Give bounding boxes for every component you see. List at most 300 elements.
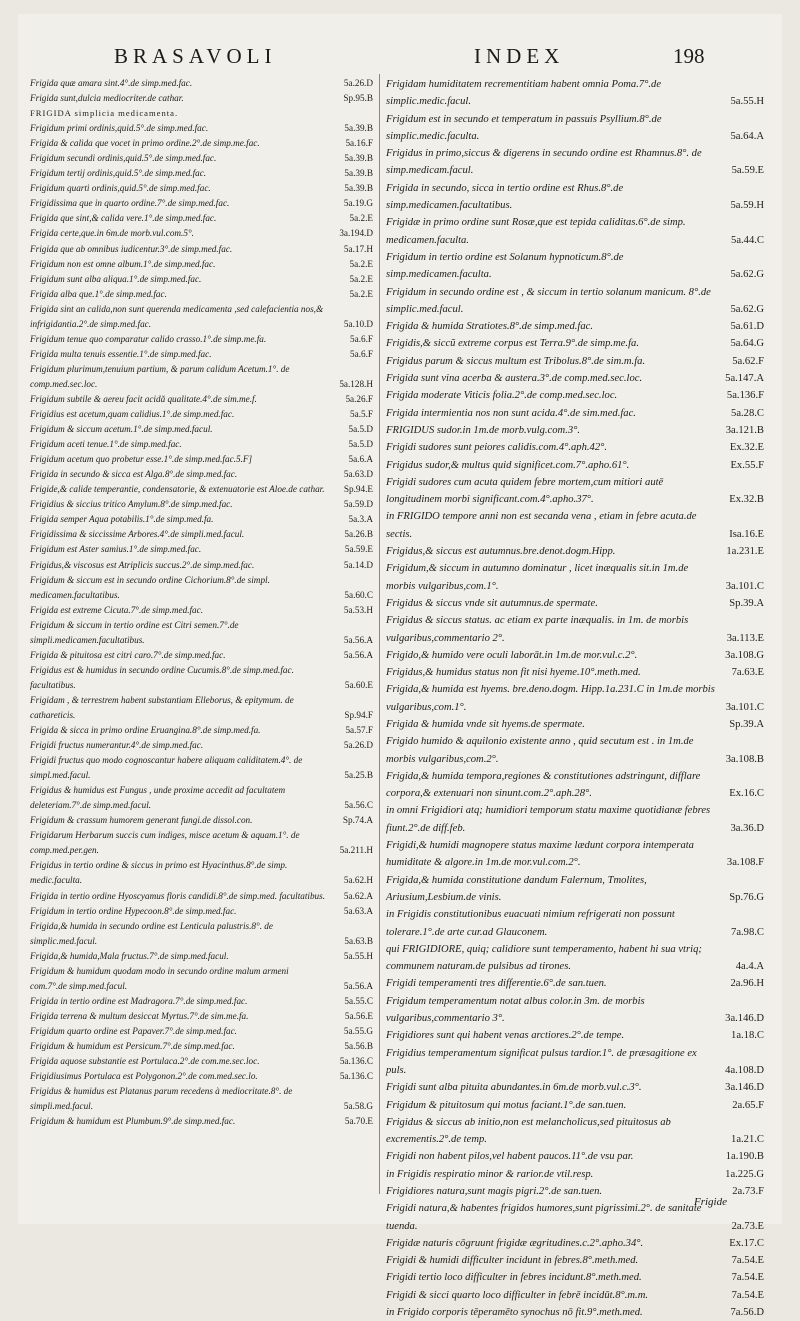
entry-reference: 2a.65.F <box>732 1099 764 1111</box>
index-entry <box>30 603 373 618</box>
index-entry <box>386 768 764 803</box>
entry-reference: 5a.55.H <box>343 950 373 961</box>
entry-text: Frigidus sudor,& multus quid significet.com.7°.apho.61°. <box>386 459 630 471</box>
index-entry <box>386 145 764 180</box>
entry-text: Frigidum in tertio ordine est Solanum hypnoticum.8°.de simp.medicamen.faculta. <box>386 251 624 281</box>
entry-text: Frigidum,& siccum in autumno dominatur , licet inæqualis sit.in 1m.de morbis vulgaribus,com.1°. <box>386 563 689 592</box>
entry-text: Frigidus in tertio ordine & siccus in primo est Hyacinthus.8°.de simp. medic.faculta. <box>30 860 288 886</box>
index-entry <box>30 723 373 738</box>
index-entry <box>30 994 373 1009</box>
entry-text: Frigidi & humidi difficulter incidunt in febres.8°.meth.med. <box>386 1255 639 1267</box>
index-entry <box>30 332 373 347</box>
index-entry <box>30 858 373 888</box>
entry-text: Frigidam , & terrestrem habent substantiam Elleborus, & epitymum. de cathareticis. <box>30 694 294 720</box>
entry-reference: 5a.56.B <box>344 1041 373 1051</box>
entry-text: Frigidiusimus Portulaca est Polygonon.2°.de com.med.sec.lo. <box>30 1071 258 1082</box>
entry-reference: 5a.26.D <box>343 78 373 88</box>
index-entry <box>30 226 373 241</box>
entry-text: Frigidum est Aster samius.1°.de simp.med.fac. <box>30 544 202 555</box>
index-entry <box>30 467 373 482</box>
index-entry <box>386 1287 764 1304</box>
entry-text: Frigida & calida que vocet in primo ordine.2°.de simp.me.fac. <box>30 138 260 149</box>
index-entry <box>30 558 373 573</box>
page-number: 198 <box>673 44 705 68</box>
index-entry <box>30 783 373 813</box>
index-entry <box>30 482 373 497</box>
entry-reference: 5a.70.E <box>344 1116 373 1127</box>
index-entry <box>386 647 764 664</box>
index-entry <box>30 919 373 949</box>
entry-reference: 5a.211.H <box>339 845 373 856</box>
index-entry <box>30 964 373 994</box>
left-column <box>30 76 373 1129</box>
entry-reference: 7a.54.E <box>731 1289 764 1301</box>
index-entry <box>30 1069 373 1084</box>
index-entry <box>386 941 764 976</box>
entry-text: Frigida que sint,& calida vere.1°.de simp.med.fac. <box>30 213 217 224</box>
index-entry <box>386 1235 764 1252</box>
entry-reference: 5a.64.A <box>730 130 764 142</box>
entry-text: Frigidum & crassum humorem generant fungi.de dissol.con. <box>30 815 253 826</box>
index-entry <box>30 272 373 287</box>
index-entry <box>30 136 373 151</box>
entry-text: Frigida,& humida est hyems. bre.deno.dogm. Hipp.1a.231.C in 1m.de morbis vulgaribus,com.1°. <box>386 684 715 713</box>
entry-reference: 5a.59.E <box>344 544 373 555</box>
column-divider <box>379 74 380 1194</box>
entry-reference: 5a.136.C <box>339 1071 373 1082</box>
entry-text: Frigida sunt vina acerba & austera.3°.de comp.med.sec.loc. <box>386 373 643 385</box>
entry-text: Frigidiores sunt qui habent venas arctiores.2°.de tempe. <box>386 1030 625 1042</box>
index-entry <box>386 284 764 319</box>
entry-text: FRIGIDUS sudor.in 1m.de morb.vulg.com.3°. <box>386 424 581 436</box>
index-entry <box>386 508 764 543</box>
entry-text: Frigidi sudores cum acuta quidem febre mortem,cum mitiori autē longitudinem morbi significant.com.4°.apho.37°. <box>386 476 664 506</box>
index-entry <box>30 949 373 964</box>
entry-text: Frigida & pituitosa est citri caro.7°.de simp.med.fac. <box>30 649 226 660</box>
entry-reference: Sp.94.F <box>344 709 373 720</box>
index-entry <box>30 1054 373 1069</box>
index-entry <box>30 663 373 693</box>
index-entry <box>386 975 764 992</box>
index-entry <box>386 249 764 284</box>
index-entry <box>386 837 764 872</box>
entry-text: Frigida aquose substantie est Portulaca.2°.de com.me.sec.loc. <box>30 1056 260 1067</box>
index-entry <box>386 872 764 907</box>
entry-text: Frigidum tenue quo comparatur calido crasso.1°.de simp.me.fa. <box>30 333 267 344</box>
entry-reference: 5a.60.C <box>344 589 373 600</box>
entry-reference: 1a.225.G <box>725 1168 764 1180</box>
index-entry <box>386 387 764 404</box>
index-entry <box>30 196 373 211</box>
entry-text: Frigidum primi ordinis,quid.5°.de simp.med.fac. <box>30 123 209 134</box>
entry-reference: Ex.17.C <box>729 1237 764 1249</box>
index-entry <box>386 993 764 1028</box>
entry-reference: 5a.26.D <box>343 740 373 751</box>
entry-reference: 5a.16.F <box>345 138 373 149</box>
entry-reference: 5a.56.C <box>344 800 373 811</box>
entry-text: Frigido humido & aquilonio existente anno , quid secutum est . in 1m.de morbis vulgaribus,com.2°. <box>386 736 694 765</box>
entry-reference: 2a.73.F <box>732 1186 764 1197</box>
entry-reference: 5a.62.F <box>732 355 764 367</box>
entry-text: Frigida & humida vnde sit hyems.de spermate. <box>386 718 585 730</box>
entry-text: Frigidius temperamentum significat pulsus tardior.1°. de præsagitione ex puls. <box>386 1047 697 1076</box>
entry-reference: 5a.56.E <box>344 1010 373 1021</box>
page-header <box>18 36 782 76</box>
entry-reference: 5a.59.H <box>730 200 764 212</box>
index-entry <box>30 573 373 603</box>
entry-reference: 1a.21.C <box>731 1134 764 1146</box>
entry-reference: 5a.10.D <box>343 318 373 329</box>
entry-reference: 5a.62.A <box>343 890 373 901</box>
index-entry <box>30 1084 373 1114</box>
entry-text: Frigida semper Aqua potabilis.1°.de simp.med.fa. <box>30 514 214 525</box>
entry-reference: 5a.55.G <box>343 1025 373 1036</box>
entry-text: Frigidus & humidus est Platanus parum recedens à mediocritate.8°. de simpli.med.facul. <box>30 1086 293 1112</box>
book-page <box>18 14 782 1319</box>
entry-text: Frigidum in tertio ordine Hypecoon.8°.de simp.med.fac. <box>30 905 237 916</box>
entry-text: Frigidus parum & siccus multum est Tribolus.8°.de sim.m.fa. <box>386 355 646 367</box>
index-entry <box>30 362 373 392</box>
entry-reference: 3a.108.G <box>725 649 764 661</box>
index-entry <box>30 302 373 332</box>
entry-reference: 5a.62.G <box>730 303 764 315</box>
entry-reference: Ex.32.E <box>729 442 764 454</box>
index-entry <box>386 1269 764 1286</box>
entry-text: Frigidi sudores sunt peiores calidis.com.4°.aph.42°. <box>386 442 608 454</box>
entry-reference: 5a.2.E <box>349 273 373 284</box>
entry-reference: 5a.26.F <box>345 393 373 404</box>
entry-text: Frigidum & humidum est Plumbum.9°.de simp.med.fac. <box>30 1116 236 1127</box>
entry-text: in FRIGIDO tempore anni non est secanda vena , etiam in febre acuta.de sectis. <box>386 511 697 540</box>
index-entry <box>386 353 764 370</box>
index-entry <box>30 287 373 302</box>
entry-text: Frigida,& humida constitutione dandum Falernum, Tmolites, Ariusium,Lesbium.de vinis. <box>386 874 647 903</box>
entry-reference: 5a.61.D <box>730 321 764 333</box>
index-entry <box>30 76 373 91</box>
entry-reference: Sp.94.E <box>343 484 373 495</box>
entry-text: Frigidum in secundo ordine est , & siccum in tertio solanum manicum. 8°.de simplic.med.facul. <box>386 286 711 315</box>
entry-reference: 5a.6.A <box>348 454 373 465</box>
running-head-title: INDEX <box>474 44 565 68</box>
entry-text: Frigidum & siccum in tertio ordine est Citri semen.7°.de simpli.medicamen.facultatibus. <box>30 619 239 645</box>
entry-reference: 5a.2.E <box>349 258 373 269</box>
entry-reference: 5a.17.H <box>343 243 373 254</box>
index-entry <box>386 681 764 716</box>
entry-text: Frigida intermientia nos non sunt acida.4°.de sim.med.fac. <box>386 407 636 419</box>
entry-text: Frigida,& humida tempora,regiones & constitutiones adstringunt, difflare corpora,& extenuari non sinunt.com.2°.aph.28°. <box>386 770 701 800</box>
entry-text: Frigidius & siccius tritico Amylum.8°.de simp.med.fac. <box>30 499 233 510</box>
index-entry <box>30 452 373 467</box>
index-entry <box>30 166 373 181</box>
entry-text: Frigida & humida Stratiotes.8°.de simp.med.fac. <box>386 321 593 333</box>
index-entry <box>30 904 373 919</box>
entry-reference: Sp.39.A <box>729 718 764 730</box>
entry-text: Frigidum & humidum quodam modo in secundo ordine malum armeni com.7°.de simp.med.facul. <box>30 965 289 991</box>
entry-text: Frigida sint an calida,non sunt querenda medicamenta ,sed calefacientia nos,& infrigidantia.2°.de simp.med.fac. <box>30 303 324 329</box>
entry-text: Frigida in secundo & sicca est Alga.8°.de simp.med.fac. <box>30 469 238 480</box>
index-entry <box>386 111 764 146</box>
entry-reference: 7a.54.E <box>731 1272 764 1284</box>
entry-reference: 3a.146.D <box>725 1013 764 1025</box>
index-entry <box>386 560 764 595</box>
index-entry <box>30 497 373 512</box>
index-entry <box>30 242 373 257</box>
entry-text: Frigidi & sicci quarto loco difficulter in febrē incidūt.8°.m.m. <box>386 1289 648 1301</box>
entry-text: Frigida certe,que.in 6m.de morb.vul.com.5°. <box>30 228 194 239</box>
index-entry <box>30 181 373 196</box>
entry-reference: 5a.6.F <box>350 333 373 344</box>
index-entry <box>30 422 373 437</box>
index-entry <box>386 370 764 387</box>
entry-text: Frigidam humiditatem recrementitiam habent omnia Poma.7°.de simplic.medic.facul. <box>386 79 662 108</box>
index-entry <box>30 151 373 166</box>
index-entry <box>30 1024 373 1039</box>
entry-text: Frigidæ in primo ordine sunt Rosæ,que est tepida caliditas.6°.de simp. medicamen.faculta. <box>386 217 686 246</box>
entry-reference: 5a.62.H <box>343 875 373 886</box>
entry-reference: 5a.55.C <box>344 995 373 1006</box>
entry-text: Frigida multa tenuis essentie.1°.de simp.med.fac. <box>30 348 212 359</box>
entry-text: Frigidus & humidus est Fungus , unde proxime accedit ad facultatem deleteriam.7°.de simp.med.facul. <box>30 785 286 811</box>
index-entry <box>30 407 373 422</box>
entry-reference: Sp.74.A <box>342 815 373 826</box>
index-entry <box>386 1097 764 1114</box>
entry-reference: 5a.5.F <box>350 409 373 420</box>
entry-reference: Ex.55.F <box>730 459 764 471</box>
entry-text: Frigidiores natura,sunt magis pigri.2°.de san.tuen. <box>386 1186 603 1197</box>
entry-text: Frigida,& humida,Mala fructus.7°.de simp.med.facul. <box>30 950 229 961</box>
entry-text: Frigidum quarti ordinis,quid.5°.de simp.med.fac. <box>30 183 211 194</box>
entry-reference: 5a.56.A <box>343 980 373 991</box>
entry-text: Frigidus & siccus ab initio,non est melancholicus,sed pituitosus ab excrementis.2°.de temp. <box>386 1116 671 1146</box>
entry-text: Frigidi natura,& habentes frigidos humores,sunt pigrissimi.2°. de sanitate tuenda. <box>386 1203 702 1232</box>
entry-text: Frigida in secundo, sicca in tertio ordine est Rhus.8°.de simp.medicamen.facultatibus. <box>386 182 624 212</box>
entry-text: Frigidum & siccum acetum.1°.de simp.med.facul. <box>30 424 213 435</box>
index-entry <box>386 802 764 837</box>
entry-text: Frigidissima & siccissime Arbores.4°.de simpli.med.facul. <box>30 529 245 540</box>
index-entry <box>30 527 373 542</box>
entry-text: in Frigidis constitutionibus euacuati nimium refrigerati non possunt tolerare.1°.de arte cur.ad Glauconem. <box>386 909 675 938</box>
entry-reference: 5a.39.B <box>344 168 373 179</box>
index-entry <box>386 180 764 215</box>
entry-text: Frigida in tertio ordine est Madragora.7°.de simp.med.fac. <box>30 995 248 1006</box>
entry-reference: 7a.56.D <box>730 1307 764 1319</box>
index-entry <box>30 91 373 106</box>
entry-text: Frigidum secundi ordinis,quid.5°.de simp.med.fac. <box>30 153 217 164</box>
entry-reference: 5a.57.F <box>345 725 373 736</box>
entry-text: Frigida alba que.1°.de simp.med.fac. <box>30 288 167 299</box>
entry-reference: 5a.26.B <box>344 529 373 540</box>
entry-reference: 3a.108.B <box>725 753 764 765</box>
entry-text: Frigidum tertij ordinis,quid.5°.de simp.med.fac. <box>30 168 207 179</box>
entry-text: Frigida quæ amara sint.4°.de simp.med.fac. <box>30 78 193 88</box>
entry-text: Frigidæ naturis cōgruunt frigidæ ægritudines.c.2°.apho.34°. <box>386 1237 644 1249</box>
entry-reference: 2a.73.E <box>731 1220 764 1232</box>
entry-reference: 5a.128.H <box>339 378 373 389</box>
index-entry <box>30 1114 373 1129</box>
entry-reference: 3a.146.D <box>725 1082 764 1094</box>
entry-reference: Sp.39.A <box>729 597 764 609</box>
entry-text: Frigida terrena & multum desiccat Myrtus.7°.de sim.me.fa. <box>30 1010 249 1021</box>
entry-reference: 5a.5.D <box>348 439 373 450</box>
entry-reference: 5a.28.C <box>731 407 764 419</box>
entry-reference: 5a.39.B <box>344 153 373 164</box>
entry-reference: 3a.36.D <box>730 822 764 834</box>
entry-reference: 3a.194.D <box>339 228 373 239</box>
entry-text: Frigida in tertio ordine Hyoscyamus floris candidi.8°.de simp.med. facultatibus. <box>30 890 326 901</box>
index-entry <box>386 595 764 612</box>
index-entry <box>386 1148 764 1165</box>
entry-reference: 5a.25.B <box>344 770 373 781</box>
entry-reference: 5a.5.D <box>348 424 373 435</box>
index-entry <box>30 753 373 783</box>
index-entry <box>386 439 764 456</box>
index-entry <box>386 1045 764 1080</box>
entry-text: Frigidum & siccum est in secundo ordine Cichorium.8°.de simpl. medicamen.facultatibus. <box>30 574 270 600</box>
entry-reference: 5a.136.C <box>339 1056 373 1067</box>
entry-reference: 5a.39.B <box>344 183 373 194</box>
entry-text: Frigidi tertio loco difficulter in febres incidunt.8°.meth.med. <box>386 1272 642 1284</box>
index-entry <box>30 693 373 723</box>
entry-text: Frigidarum Herbarum succis cum indiges, misce acetum & aquam.1°. de comp.med.per.gen. <box>30 830 300 856</box>
index-entry <box>30 1039 373 1054</box>
entry-text: Frigidi,& humidi magnopere status maxime lædunt corpora intemperata humiditate & algore.in 1m.de mor.vul.com.2°. <box>386 840 694 869</box>
index-entry <box>386 457 764 474</box>
entry-text: Frigida sunt,dulcia mediocriter.de cathar. <box>30 93 184 104</box>
catchword: Frigide <box>694 1196 727 1208</box>
index-entry <box>386 76 764 111</box>
entry-reference: 3a.108.F <box>726 857 764 869</box>
entry-text: Frigidus,& siccus est autumnus.bre.denot.dogm.Hipp. <box>386 546 616 558</box>
index-entry <box>30 211 373 226</box>
entry-reference: 5a.63.D <box>343 469 373 480</box>
index-entry <box>30 828 373 858</box>
index-entry <box>386 335 764 352</box>
entry-text: Frigidum temperamentum notat albus color.in 3m. de morbis vulgaribus,commentario 3°. <box>386 995 645 1025</box>
entry-text: Frigidum subtile & aereu facit acidă qualitate.4°.de sim.me.f. <box>30 393 257 404</box>
entry-reference: 5a.3.A <box>348 514 373 525</box>
entry-text: in Frigido corporis tēperamēto synochus nō fit.9°.meth.med. <box>386 1307 643 1319</box>
index-entry <box>30 437 373 452</box>
index-entry <box>386 716 764 733</box>
entry-reference: 1a.18.C <box>731 1030 764 1042</box>
entry-text: Frigida & sicca in primo ordine Eruangina.8°.de simp.med.fa. <box>30 725 261 736</box>
entry-reference: 5a.55.H <box>730 96 764 108</box>
entry-text: qui FRIGIDIORE, quiq; calidiore sunt temperamento, habent hi sua vtriq; communem naturam.de pulsibus ad tirones. <box>386 943 702 973</box>
entry-reference: 5a.2.E <box>349 288 373 299</box>
entry-text: Frigidus & siccus status. ac etiam ex parte inæqualis. in 1m. de morbis vulgaribus,commentario 2°. <box>386 615 689 644</box>
index-entry <box>30 648 373 663</box>
entry-reference: 5a.56.A <box>343 649 373 660</box>
entry-text: Frigidi temperamenti tres differentie.6°.de san.tuen. <box>386 978 607 990</box>
index-entry <box>30 889 373 904</box>
entry-text: in Frigidis respiratio minor & rarior.de vtil.resp. <box>386 1168 594 1180</box>
index-entry <box>386 612 764 647</box>
entry-reference: 5a.64.G <box>730 338 764 350</box>
index-entry <box>386 1166 764 1183</box>
index-entry <box>386 1114 764 1149</box>
entry-reference: 7a.98.C <box>731 926 764 938</box>
entry-text: Frigidum non est omne album.1°.de simp.med.fac. <box>30 258 216 269</box>
entry-reference: 5a.56.A <box>343 634 373 645</box>
entry-text: Frigidi fructus quo modo cognoscantur habere aliquam caliditatem.4°. de simpl.med.facul. <box>30 755 303 781</box>
entry-text: Frigidis,& siccũ extreme corpus est Terra.9°.de simp.me.fa. <box>386 338 639 350</box>
entry-reference: 7a.63.E <box>731 667 764 679</box>
entry-reference: 2a.96.H <box>730 978 764 990</box>
entry-text: Frigida moderate Viticis folia.2°.de comp.med.sec.loc. <box>386 390 618 402</box>
entry-text: Frigida est extreme Cicuta.7°.de simp.med.fac. <box>30 604 204 615</box>
index-entry <box>30 347 373 362</box>
entry-reference: 4a.4.A <box>735 961 764 973</box>
entry-text: Frigidus in primo,siccus & digerens in secundo ordine est Rhamnus.8°. de simp.medicam.facul. <box>386 148 702 177</box>
entry-reference: 5a.44.C <box>731 234 764 246</box>
entry-reference: 5a.19.G <box>343 198 373 209</box>
entry-reference: Ex.32.B <box>729 494 764 506</box>
entry-text: Frigida que ab omnibus iudicentur.3°.de simp.med.fac. <box>30 243 233 254</box>
entry-text: Frigida,& humida in secundo ordine est Lenticula palustris.8°. de simplic.med.facul. <box>30 920 273 946</box>
entry-text: Frigidissima que in quarto ordine.7°.de simp.med.fac. <box>30 198 230 209</box>
entry-reference: 5a.53.H <box>343 604 373 615</box>
index-entry <box>30 618 373 648</box>
index-entry <box>386 422 764 439</box>
index-entry <box>30 813 373 828</box>
entry-reference: Ex.16.C <box>729 788 764 800</box>
entry-reference: 3a.101.C <box>725 580 764 592</box>
entry-text: Frigidus,& viscosus est Atriplicis succus.2°.de simp.med.fac. <box>30 559 255 570</box>
entry-text: Frigidi fructus numerantur.4°.de simp.med.fac. <box>30 740 204 751</box>
entry-text: in omni Frigidiori atq; humidiori temporum statu maxime quotidianæ febres fiunt.2°.de diff.feb. <box>386 805 711 834</box>
entry-text: Frigidum est in secundo et temperatum in passuis Psyllium.8°.de simplic.medic.faculta. <box>386 113 662 142</box>
entry-reference: 5a.6.F <box>350 348 373 359</box>
index-entry <box>386 1252 764 1269</box>
entry-reference: 5a.2.E <box>349 213 373 224</box>
entry-reference: 5a.136.F <box>726 390 764 402</box>
index-entry <box>30 1009 373 1024</box>
index-entry <box>386 214 764 249</box>
entry-reference: 5a.147.A <box>725 373 764 385</box>
entry-text: Frigidum acetum quo probetur esse.1°.de simp.med.fac.5.F] <box>30 454 253 465</box>
entry-reference: Isa.16.E <box>729 528 764 540</box>
index-entry <box>30 121 373 136</box>
index-entry <box>386 474 764 509</box>
entry-reference: 5a.58.G <box>343 1101 373 1112</box>
entry-text: Frigidum quarto ordine est Papaver.7°.de simp.med.fac. <box>30 1025 237 1036</box>
index-entry <box>30 257 373 272</box>
running-head-author: BRASAVOLI <box>114 44 277 68</box>
index-entry <box>30 542 373 557</box>
index-entry <box>386 906 764 941</box>
entry-reference: 5a.62.G <box>730 269 764 281</box>
entry-text: FRIGIDA simplicia medicamenta. <box>30 108 179 119</box>
entry-reference: 7a.54.E <box>731 1255 764 1267</box>
entry-reference: 5a.14.D <box>343 559 373 570</box>
index-entry <box>386 1079 764 1096</box>
entry-reference: 5a.60.E <box>344 679 373 690</box>
index-entry <box>386 543 764 560</box>
entry-reference: 4a.108.D <box>725 1064 764 1076</box>
index-entry <box>386 1027 764 1044</box>
index-entry <box>30 738 373 753</box>
index-entry <box>386 1304 764 1321</box>
entry-text: Frigide,& calide temperantie, condensatorie, & extenuatorie est Aloe.de cathar. <box>30 484 325 495</box>
entry-reference: 5a.39.B <box>344 123 373 134</box>
entry-text: Frigidius est acetum,quam calidius.1°.de simp.med.fac. <box>30 409 235 420</box>
index-entry <box>30 512 373 527</box>
index-entry <box>30 106 373 121</box>
entry-reference: 3a.121.B <box>725 424 764 436</box>
entry-reference: 5a.59.D <box>343 499 373 510</box>
entry-text: Frigidum sunt alba aliqua.1°.de simp.med.fac. <box>30 273 202 284</box>
entry-reference: 3a.113.E <box>726 632 764 644</box>
